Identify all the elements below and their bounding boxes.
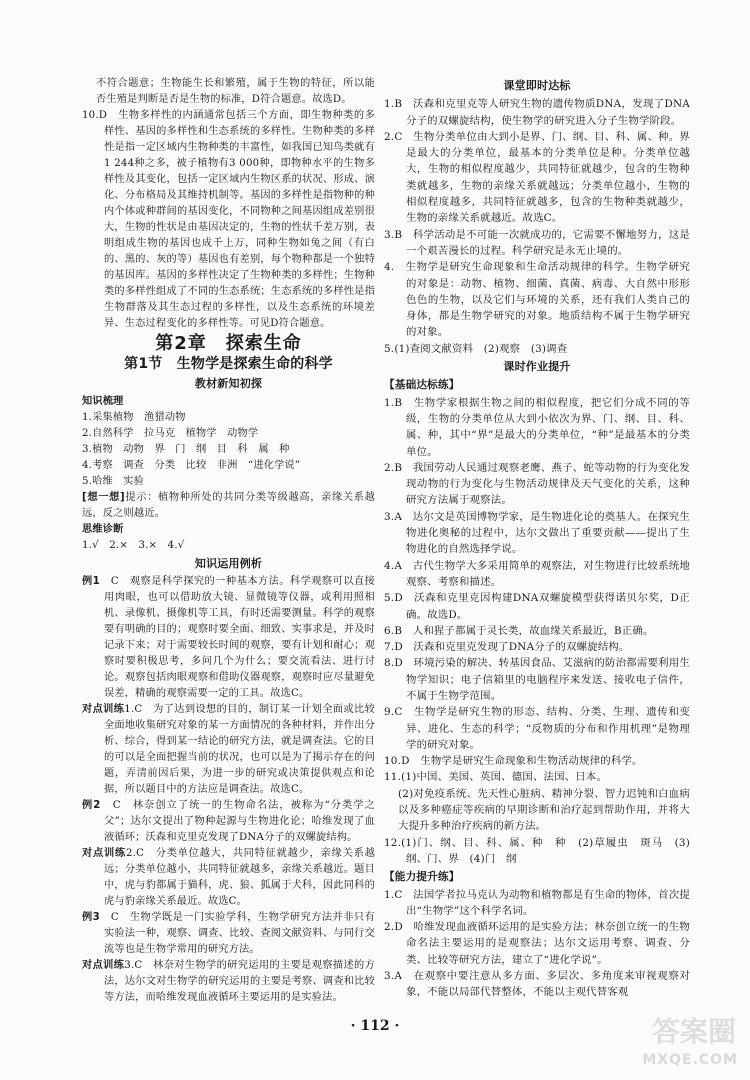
answer-label: 对点训练 [82,848,126,859]
watermark [630,1010,740,1070]
section-heading: 第1节 生物学是探索生命的科学 [124,356,333,372]
watermark-logo: 答案圈 [651,1015,736,1048]
page-number: · 112 · [350,1018,400,1034]
exercise-group-heading: 【能力提升练】 [384,871,460,884]
answer-paragraph: 5.D 沃森和克里克因构建DNA双螺旋模型获得诺贝尔奖，D正确。故选D。 [384,592,690,621]
answer-paragraph: 1.B 沃森和克里克等人研究生物的遗传物质DNA，发现了DNA分子的双螺旋结构，使生物学的研究进入分子生物学阶段。 [384,98,690,127]
left-column [82,76,375,1006]
answer-paragraph [82,846,375,910]
answer-paragraph: 3.植物 动物 界 门 纲 目 科 属 种 [82,444,290,455]
answer-paragraph: 5.(1)查阅文献资料 (2)观察 (3)调查 [384,342,568,355]
answer-text: 1.C 为了达到设想的目的，制订某一计划全面或比较全面地收集研究对象的某一方面情况的各种材料，并作出分析、综合，得到某一结论的研究方法，就是调查法。它的目的可以是全面把握当前的状况，也可以是为了揭示存在的问题，弄清前因后果，为进一步的研究或决策提供观点和论据，所以题目中的方法应是调查法。故选C。 [104,704,375,795]
answer-paragraph: 10.D 生物学是研究生命现象和生物活动规律的科学。 [384,755,643,768]
subsection-heading: 知识运用例析 [194,557,263,570]
answer-label: [想一想] [82,492,125,503]
chapter-heading: 第2章 探索生命 [155,333,302,354]
answer-paragraph: 2.B 我国劳动人民通过观察老鹰、燕子、蛇等动物的行为变化发现动物的行为变化与生物活动规律及天气变化的关系，这种研究方法属于观察法。 [384,461,690,507]
answer-paragraph: 不符合题意；生物能生长和繁殖，属于生物的特征，所以能否生殖是判断是否是生物的标准，D符合题意。故选D。 [96,78,375,105]
answer-paragraph: (2)对免疫系统、先天性心脏病、精神分裂、智力迟钝和白血病以及多种癌症等疾病的早期诊断和治疗起到帮助作用，并将大大提升多种治疗疾病的新方法。 [398,787,690,833]
answer-label: 例2 [82,800,101,811]
answer-paragraph: 2.C 生物分类单位由大到小是界、门、纲、目、科、属、种。界是最大的分类单位，最基本的分类单位是种。分类单位越大，生物的相似程度越少，共同特征就越少，包含的生物种类就越多，生物的亲缘关系就越远；分类单位越小，生物的相似程度越多，共同特征就越多，包含的生物种类就越少，生物的亲缘关系就越近。故选C。 [384,130,690,225]
answer-paragraph: 4.A 古代生物学大多采用简单的观察法，对生物进行比较系统地观察、考察和描述。 [384,559,690,588]
answer-paragraph: 6.B 人和猩子都属于灵长类，故血缘关系最近，B正确。 [384,624,654,637]
answer-paragraph: 2.D 哈维发现血液循环运用的是实验方法；林奈创立统一的生物命名法主要运用的是观察法；达尔文运用考察、调查、分类、比较等研究方法，建立了“进化学说”。 [384,921,690,966]
answer-paragraph [82,702,375,798]
answer-paragraph [82,910,375,958]
answer-paragraph: 1.C 法国学者拉马克认为动物和植物都是有生命的物体，首次提出“生物学”这个科学名词。 [384,888,690,917]
answer-paragraph: 1.√ 2.× 3.× 4.√ [82,540,185,551]
answer-text: 3.C 林奈对生物学的研究运用的主要是观察描述的方法，达尔文对生物学的研究运用的主要是考察、调查和比较等方法，而哈维发现血液循环主要运用的是实验法。 [104,960,375,1003]
answer-paragraph: 8.D 环境污染的解决、转基因食品、艾滋病的防治都需要利用生物学知识；电子信箱里的电脑程序来发送、接收电子信件，不属于生物学范围。 [384,657,690,702]
bold-label: 思维诊断 [82,524,124,535]
answer-text: C 生物学既是一门实验学科，生物学研究方法并非只有实验法一种，观察、调查、比较、查阅文献资料、与同行交流等也是生物学常用的研究方法。 [99,912,375,955]
subsection-heading: 教材新知初探 [194,377,263,390]
answer-paragraph: 9.C 生物学是研究生物的形态、结构、分类、生理、遗传和变异、进化、生态的科学；“反物质的分布和作用机理”是物理学的研究对象。 [384,706,690,751]
answer-paragraph: 3.A 达尔文是英国博物学家，是生物进化论的奠基人。在探究生物进化奥秘的过程中，达尔文做出了重要贡献——提出了生物进化的自然选择学说。 [384,510,690,556]
answer-paragraph: 1.采集植物 渔猎动物 [82,412,186,423]
answer-text: 2.C 分类单位越大，共同特征就越少，亲缘关系越远；分类单位越小，共同特征就越多，亲缘关系越近。题目中，虎与豹都属于猫科，虎、狼、狐属于犬科，因此同科的虎与豹亲缘关系最近。故选C。 [104,848,375,907]
answer-paragraph [82,490,375,522]
answer-label: 对点训练 [82,960,125,971]
bold-label: 知识梳理 [82,396,124,407]
answer-paragraph: 11.(1)中国、美国、英国、德国、法国、日本。 [384,771,608,784]
answer-label: 对点训练 [82,704,125,715]
answer-label: 例1 [82,576,100,587]
subsection-heading: 课堂即时达标 [503,79,571,92]
answer-paragraph: 12.(1)门、纲、目、科、属、种 种 (2)草履虫 斑马 (3)纲、门、界 (4)门 纲 [384,836,690,865]
answer-paragraph: 3.B 科学活动是不可能一次就成功的，它需要不懈地努力，这是一个艰苦漫长的过程。科学研究是永无止境的。 [384,228,690,257]
answer-paragraph: 4. 生物学是研究生命现象和生命活动规律的科学。生物学研究的对象是：动物、植物、细菌、真菌、病毒、大自然中形形色色的生物，以及它们与环境的关系，还有我们人类自己的身体，都是生物学研究的对象。地质结构不属于生物学研究的对象。 [384,261,690,339]
watermark-url: MXQE.COM [642,1052,738,1068]
answer-paragraph [82,958,375,1006]
answer-text: C 林奈创立了统一的生物命名法，被称为“分类学之父”；达尔文提出了物种起源与生物进化论；哈维发现了血液循环；沃森和克里克发现了DNA分子的双螺旋结构。 [100,800,375,843]
answer-paragraph: 5.哈维 实验 [82,476,145,487]
exercise-group-heading: 【基础达标练】 [384,379,460,392]
subsection-heading: 课时作业提升 [503,360,571,374]
answer-paragraph: 10.D 生物多样性的内涵通常包括三个方面，即生物种类的多样性、基因的多样性和生态系统的多样性。生物种类的多样性是指一定区域内生物种类的丰富性，如我国已知鸟类就有1 244种之多，被子植物有3 000种，即物种水平的生物多样性及其变化，包括一定区域内生物区系的状况、形成、演化、分布格局及其维持机制等。基因的多样性是指物种的种内个体或种群间的基因变化，不同物种之间基因组成差别很大，生物的性状是由基因决定的，生物的性状千差万别，表明组成生物的基因也成千上万，同种生物如兔之间（有白的、黑的、灰的等）基因也有差别，每个物种都是一个独特的基因库。基因的多样性决定了生物种类的多样性；生物种类的多样性组成了不同的生态系统；生态系统的多样性是指生物群落及其生态过程的多样性，以及生态系统的环境差异、生态过程变化的多样性等。可见D符合题意。 [82,110,375,329]
answer-paragraph: 2.自然科学 拉马克 植物学 动物学 [82,428,259,439]
right-column [384,76,690,1001]
answer-text: C 观察是科学探究的一种基本方法。科学观察可以直接用肉眼，也可以借助放大镜、显微镜等仪器，或利用照相机、录像机、摄像机等工具，有时还需要测量。科学的观察要有明确的目的；观察时要全面、细致、实事求是，并及时记录下来；对于需要较长时间的观察，要有计划和耐心；观察时要积极思考，多问几个为什么；要交流看法、进行讨论。观察包括肉眼观察和借助仪器观察，观察时应尽量避免误差，精确的观察需要一定的工具。故选C。 [99,576,375,699]
answer-label: 例3 [82,912,100,923]
answer-paragraph [82,798,375,846]
answer-paragraph [82,574,375,702]
answer-paragraph: 7.D 沃森和克里克发现了DNA分子的双螺旋结构。 [384,641,630,654]
answer-paragraph: 1.B 生物学家根据生物之间的相似程度，把它们分成不同的等级，生物的分类单位从大到小依次为界、门、纲、目、科、属、种，其中“界”是最大的分类单位，“种”是最基本的分类单位。 [384,396,690,458]
answer-text: 提示：植物种所处的共同分类等级越高，亲缘关系越远，反之则越近。 [82,492,376,519]
answer-paragraph: 4.考察 调查 分类 比较 非洲 “进化学说” [82,460,301,471]
answer-paragraph: 3.A 在观察中要注意从多方面、多层次、多角度来审视观察对象，不能以局部代替整体，不能以主观代替客观 [384,970,690,999]
